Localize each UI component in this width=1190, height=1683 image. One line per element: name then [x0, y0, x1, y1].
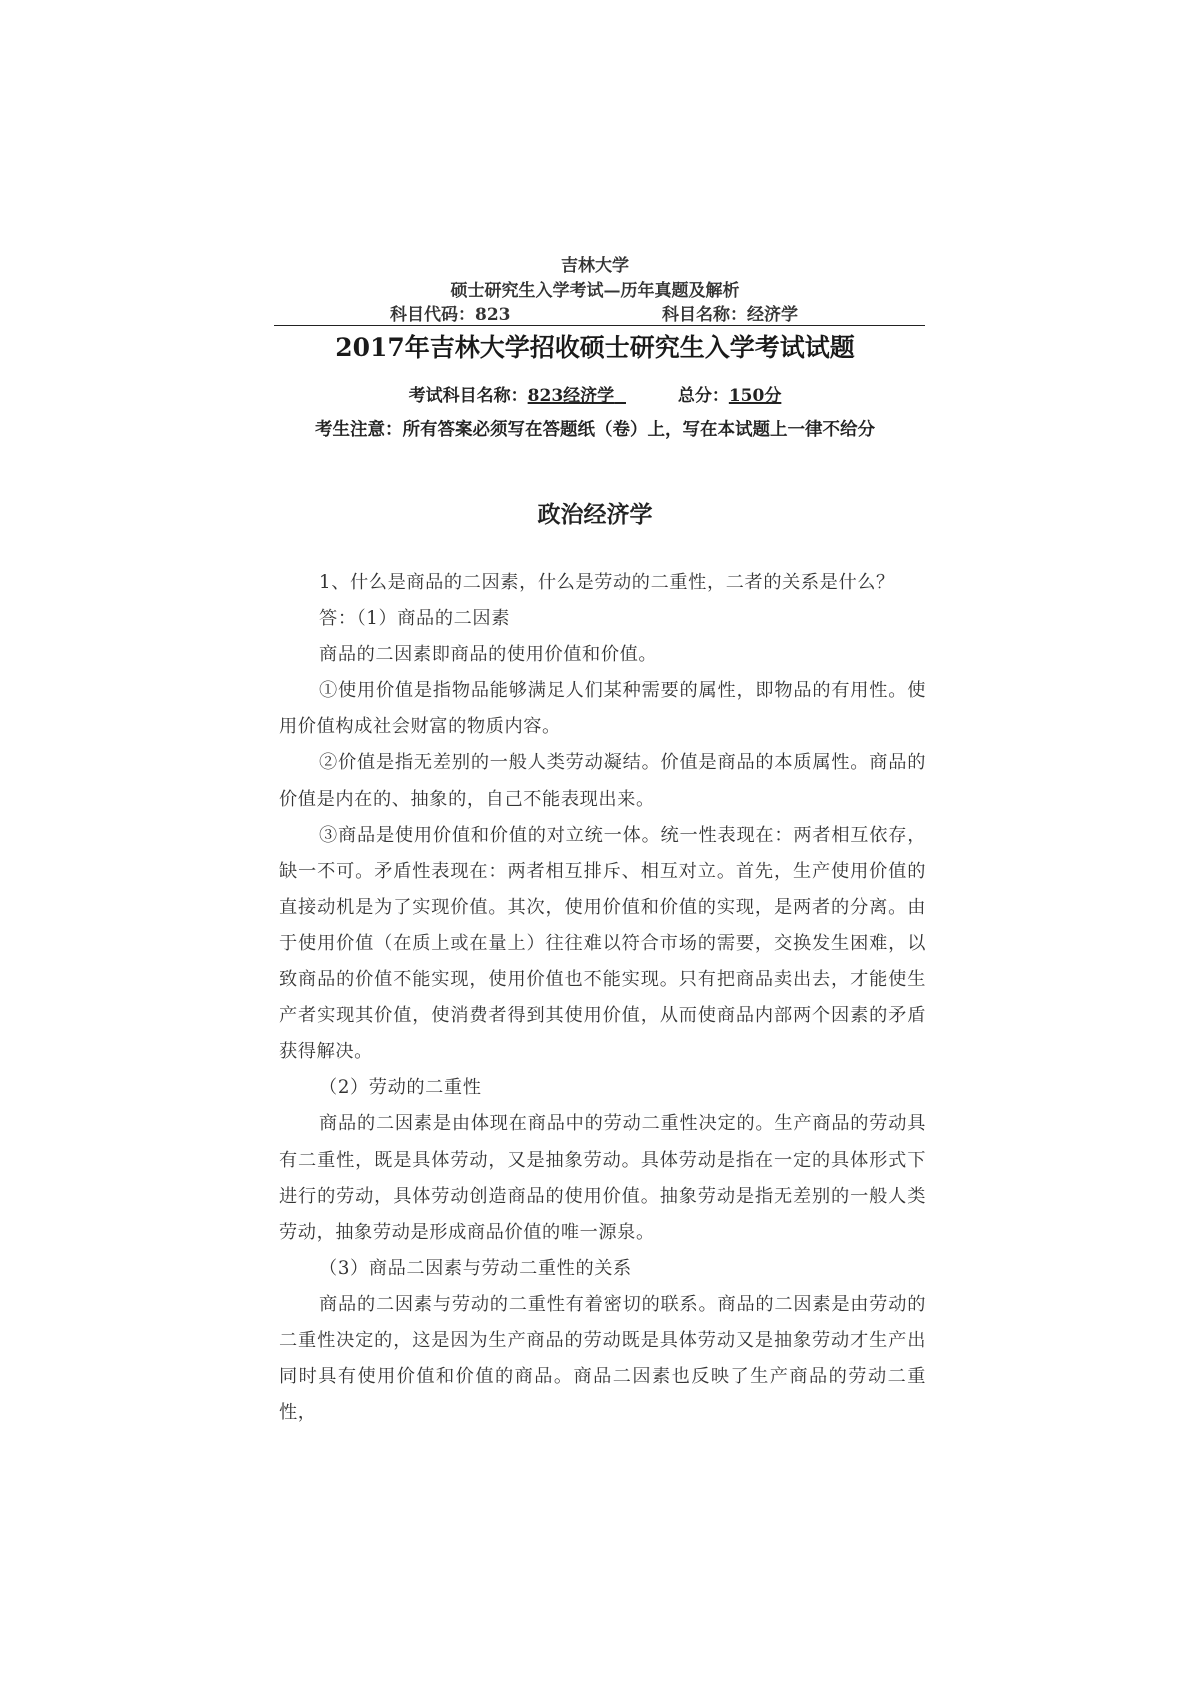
paragraph: ①使用价值是指物品能够满足人们某种需要的属性，即物品的有用性。使用价值构成社会财富的物质内容。: [279, 680, 926, 738]
header-subject-code: 科目代码：823: [390, 305, 511, 325]
paragraph: 商品的二因素与劳动的二重性有着密切的联系。商品的二因素是由劳动的二重性决定的，这是因为生产商品的劳动既是具体劳动又是抽象劳动才生产出同时具有使用价值和价值的商品。商品二因素也反映了生产商品的劳动二重性，: [279, 1293, 926, 1424]
page-title: 2017年吉林大学招收硕士研究生入学考试试题: [335, 333, 855, 362]
paragraph: ②价值是指无差别的一般人类劳动凝结。价值是商品的本质属性。商品的价值是内在的、抽象的，自己不能表现出来。: [279, 752, 926, 810]
answer-heading: 答：（1）商品的二因素: [319, 608, 510, 630]
paragraph: 商品的二因素是由体现在商品中的劳动二重性决定的。生产商品的劳动具有二重性，既是具体劳动，又是抽象劳动。具体劳动是指在一定的具体形式下进行的劳动，具体劳动创造商品的使用价值。抽象劳动是指无差别的一般人类劳动，抽象劳动是形成商品价值的唯一源泉。: [279, 1113, 926, 1243]
total-score-value: 150分: [728, 386, 782, 406]
subheading: （2）劳动的二重性: [319, 1077, 482, 1099]
question: 1、什么是商品的二因素，什么是劳动的二重性，二者的关系是什么？: [319, 572, 895, 593]
header-divider: [274, 325, 925, 326]
paragraph: ③商品是使用价值和价值的对立统一体。统一性表现在：两者相互依存，缺一不可。矛盾性表现在：两者相互排斥、相互对立。首先，生产使用价值的直接动机是为了实现价值。其次，使用价值和价值的实现，是两者的分离。由于使用价值（在质上或在量上）往往难以符合市场的需要，交换发生困难，以致商品的价值不能实现，使用价值也不能实现。只有把商品卖出去，才能使生产者实现其价值，使消费者得到其使用价值，从而使商品内部两个因素的矛盾获得解决。: [279, 824, 926, 1063]
total-score-label: 总分：: [677, 386, 729, 406]
exam-notice: 考生注意：所有答案必须写在答题纸（卷）上，写在本试题上一律不给分: [315, 420, 875, 440]
header-university: 吉林大学: [561, 256, 629, 276]
paragraph: 商品的二因素即商品的使用价值和价值。: [319, 644, 658, 666]
subheading: （3）商品二因素与劳动二重性的关系: [319, 1257, 632, 1279]
subject-name-text: 823经济学: [527, 386, 615, 406]
header-series: 硕士研究生入学考试—历年真题及解析: [450, 281, 740, 301]
header-subject-name: 科目名称：经济学: [662, 305, 798, 325]
section-title: 政治经济学: [537, 501, 653, 528]
subject-name-value: [528, 386, 626, 406]
exam-subject-line: [0, 381, 1190, 406]
document-body: [279, 565, 926, 1431]
subject-name-label: 考试科目名称：: [408, 386, 528, 406]
